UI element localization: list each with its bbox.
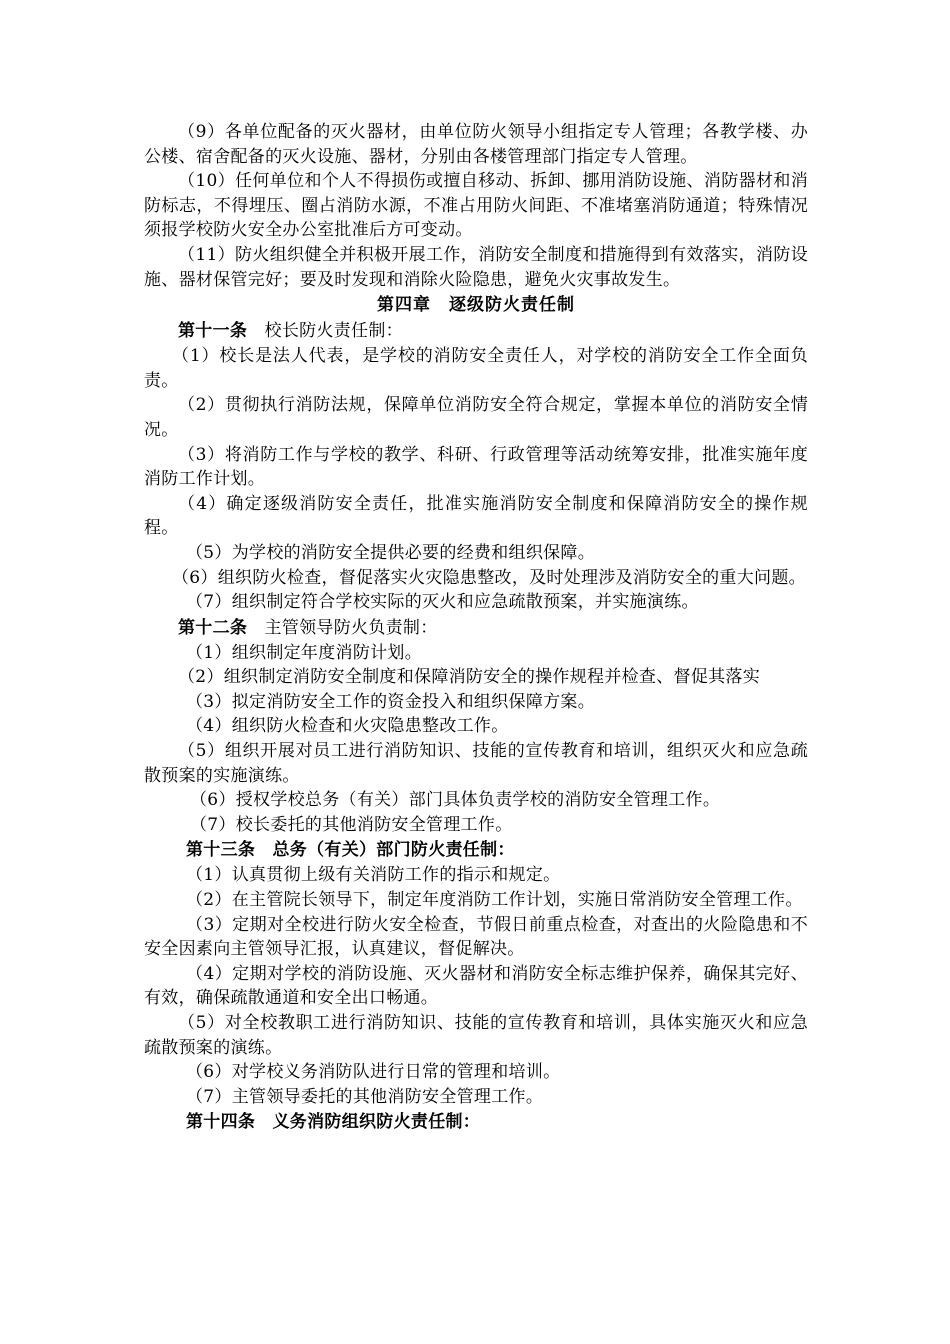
article-12-item: （6）授权学校总务（有关）部门具体负责学校的消防安全管理工作。 xyxy=(190,790,721,811)
article-12-item: （2）组织制定消防安全制度和保障消防安全的操作规程并检查、督促其落实 xyxy=(178,667,761,688)
article-11-label: 第十一条 xyxy=(178,321,248,342)
article-11-item: （2）贯彻执行消防法规，保障单位消防安全符合规定，掌握本单位的消防安全情况。 xyxy=(144,395,808,440)
article-13-item: （1）认真贯彻上级有关消防工作的指示和规定。 xyxy=(186,865,561,886)
article-13-item: （4）定期对学校的消防设施、灭火器材和消防安全标志维护保养，确保其完好、有效，确保疏散通道和安全出口畅通。 xyxy=(144,963,808,1009)
article-13-heading: 第十三条 总务（有关）部门防火责任制： xyxy=(186,840,515,861)
paragraph-item-10: （10）任何单位和个人不得损伤或擅自移动、拆卸、挪用消防设施、消防器材和消防标志，不得埋压、圈占消防水源，不准占用防火间距、不准堵塞消防通道；特殊情况须报学校防火安全办公室批准后方可变动。 xyxy=(144,171,808,241)
article-13-item: （6）对学校义务消防队进行日常的管理和培训。 xyxy=(186,1062,561,1083)
article-11-heading xyxy=(144,318,808,344)
article-11-item: （3）将消防工作与学校的教学、科研、行政管理等活动统筹安排，批准实施年度消防工作计划。 xyxy=(144,444,808,490)
chapter-title: 第四章 逐级防火责任制 xyxy=(377,295,575,316)
article-11-title: 校长防火责任制： xyxy=(264,321,403,342)
article-11-item: （1）校长是法人代表，是学校的消防安全责任人，对学校的消防安全工作全面负责。 xyxy=(144,346,808,391)
article-13-item: （5）对全校教职工进行消防知识、技能的宣传教育和培训，具体实施灭火和应急疏散预案的演练。 xyxy=(144,1013,808,1058)
article-11-item: （7）组织制定符合学校实际的灭火和应急疏散预案，并实施演练。 xyxy=(186,592,699,613)
article-11-item: （6）组织防火检查，督促落实火灾隐患整改，及时处理涉及消防安全的重大问题。 xyxy=(172,567,806,588)
article-13-item: （2）在主管院长领导下，制定年度消防工作计划，实施日常消防安全管理工作。 xyxy=(186,890,803,911)
article-13-item: （3）定期对全校进行防火安全检查，节假日前重点检查，对查出的火险隐患和不安全因素向主管领导汇报，认真建议，督促解决。 xyxy=(144,914,808,960)
article-12-item: （1）组织制定年度消防计划。 xyxy=(186,642,423,663)
article-13-item: （7）主管领导委托的其他消防安全管理工作。 xyxy=(186,1086,544,1107)
article-12-title: 主管领导防火负责制： xyxy=(264,617,438,638)
article-11-item: （5）为学校的消防安全提供必要的经费和组织保障。 xyxy=(186,542,596,563)
article-12-item: （7）校长委托的其他消防安全管理工作。 xyxy=(190,814,513,835)
article-12-item: （3）拟定消防安全工作的资金投入和组织保障方案。 xyxy=(186,691,596,712)
paragraph-item-9: （9）各单位配备的灭火器材，由单位防火领导小组指定专人管理；各教学楼、办公楼、宿舍配备的灭火设施、器材，分别由各楼管理部门指定专人管理。 xyxy=(144,122,808,167)
article-14-heading: 第十四条 义务消防组织防火责任制： xyxy=(186,1112,481,1133)
article-12-heading xyxy=(144,615,808,641)
paragraph-item-11: （11）防火组织健全并积极开展工作，消防安全制度和措施得到有效落实，消防设施、器材保管完好；要及时发现和消除火险隐患，避免火灾事故发生。 xyxy=(144,244,808,290)
article-12-item: （5）组织开展对员工进行消防知识、技能的宣传教育和培训，组织灭火和应急疏散预案的实施演练。 xyxy=(144,741,808,786)
document-body xyxy=(0,120,950,1135)
article-11-item: （4）确定逐级消防安全责任，批准实施消防安全制度和保障消防安全的操作规程。 xyxy=(144,493,808,539)
article-12-item: （4）组织防火检查和火灾隐患整改工作。 xyxy=(186,716,509,737)
article-12-label: 第十二条 xyxy=(178,617,248,638)
